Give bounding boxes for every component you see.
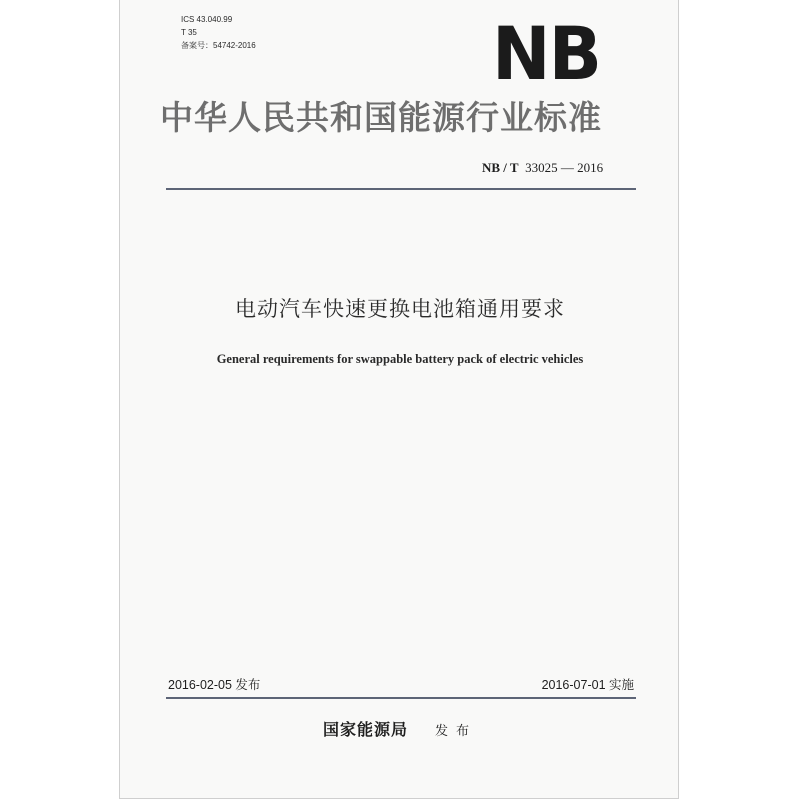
standard-code: 33025 — 2016	[525, 160, 604, 175]
standard-cover	[119, 0, 679, 799]
filing-number: 备案号：54742-2016	[181, 41, 256, 50]
issue-date: 2016-02-05 发布	[168, 678, 261, 692]
publisher-line	[120, 718, 680, 744]
standard-number	[482, 158, 603, 178]
agency-title: 中华人民共和国能源行业标准	[160, 98, 602, 137]
standard-prefix: NB / T	[482, 160, 519, 175]
implementation-date: 2016-07-01 实施	[541, 678, 634, 692]
footer-divider	[166, 697, 636, 699]
class-code: T 35	[181, 28, 197, 37]
ics-code: ICS 43.040.99	[181, 15, 233, 24]
title-chinese: 电动汽车快速更换电池箱通用要求	[235, 297, 565, 321]
publisher-name: 国家能源局	[322, 720, 408, 739]
header-divider	[166, 188, 636, 190]
title-english: General requirements for swappable battery pack of electric vehicles	[216, 352, 584, 366]
classification-block	[181, 13, 256, 52]
nb-logo: NB	[492, 10, 600, 98]
publish-action: 发布	[435, 724, 478, 739]
